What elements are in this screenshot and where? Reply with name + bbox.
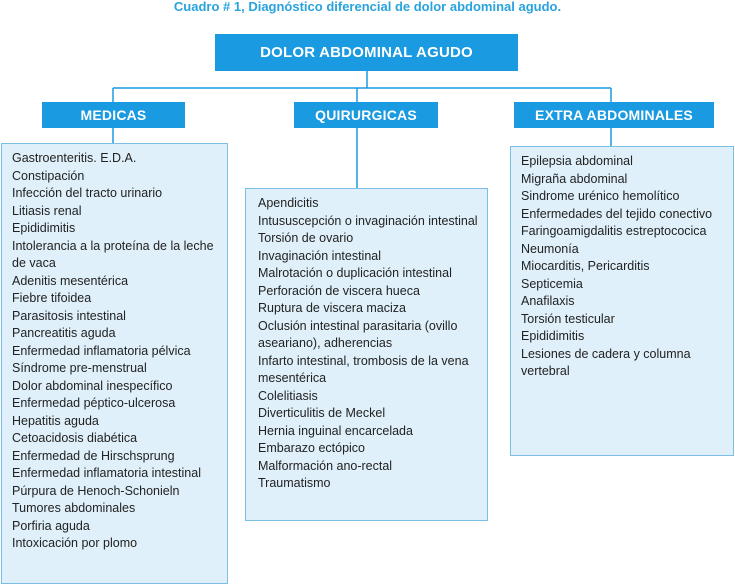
list-medicas — [1, 143, 228, 584]
list-item-medicas: Gastroenteritis. E.D.A. — [12, 151, 137, 165]
list-item-extra-abdominales: Lesiones de cadera y columna vertebral — [521, 346, 691, 378]
list-item-medicas: Epididimitis — [12, 221, 76, 235]
list-item-medicas: Cetoacidosis diabética — [12, 431, 138, 445]
list-item-extra-abdominales: Neumonía — [521, 241, 579, 256]
list-item-medicas: Síndrome pre-menstrual — [12, 361, 147, 375]
list-item-quirurgicas: Infarto intestinal, trombosis de la vena mesentérica — [258, 353, 469, 385]
list-item-medicas: Litiasis renal — [12, 203, 82, 218]
list-item-medicas: Intoxicación por plomo — [12, 536, 138, 550]
list-item-medicas: Dolor abdominal inespecífico — [12, 378, 173, 393]
list-item-medicas: Tumores abdominales — [12, 501, 136, 515]
list-item-medicas: Enfermedad de Hirschsprung — [12, 448, 175, 463]
list-item-medicas: Adenitis mesentérica — [12, 273, 129, 288]
list-item-extra-abdominales: Sindrome urénico hemolítico — [521, 189, 680, 203]
list-item-quirurgicas: Perforación de viscera hueca — [258, 283, 420, 298]
category-extra-abdominales: EXTRA ABDOMINALES — [514, 102, 714, 128]
list-item-medicas: Constipación — [12, 168, 85, 183]
list-item-quirurgicas: Torsión de ovario — [258, 231, 354, 245]
list-item-extra-abdominales: Faringoamigdalitis estreptococica — [521, 224, 707, 238]
list-item-quirurgicas: Oclusión intestinal parasitaria (ovillo aseariano), adherencias — [258, 318, 458, 350]
list-item-medicas: Fiebre tifoidea — [12, 291, 92, 305]
list-item-medicas: Porfiria aguda — [12, 518, 90, 533]
category-quirurgicas: QUIRURGICAS — [294, 102, 438, 128]
list-item-medicas: Pancreatitis aguda — [12, 326, 116, 340]
list-item-quirurgicas: Diverticulitis de Meckel — [258, 406, 386, 420]
list-item-extra-abdominales: Epilepsia abdominal — [521, 154, 633, 168]
list-quirurgicas — [245, 188, 488, 521]
list-item-quirurgicas: Colelitiasis — [258, 388, 318, 403]
list-item-extra-abdominales: Anafilaxis — [521, 294, 575, 308]
list-item-medicas: Enfermedad inflamatoria pélvica — [12, 343, 191, 358]
list-item-medicas: Hepatitis aguda — [12, 413, 99, 428]
diagram-caption: Cuadro # 1, Diagnóstico diferencial de dolor abdominal agudo. — [173, 0, 562, 14]
root-node-dolor-abdominal-agudo: DOLOR ABDOMINAL AGUDO — [215, 34, 518, 71]
category-medicas: MEDICAS — [42, 102, 185, 128]
list-item-quirurgicas: Malrotación o duplicación intestinal — [258, 266, 452, 280]
list-item-extra-abdominales: Septicemia — [521, 276, 583, 291]
list-item-medicas: Enfermedad péptico-ulcerosa — [12, 396, 176, 410]
list-item-medicas: Infección del tracto urinario — [12, 186, 163, 200]
list-item-quirurgicas: Embarazo ectópico — [258, 441, 366, 455]
list-item-quirurgicas: Hernia inguinal encarcelada — [258, 423, 413, 438]
list-item-quirurgicas: Malformación ano-rectal — [258, 458, 393, 473]
list-item-extra-abdominales: Epididimitis — [521, 329, 585, 343]
list-item-extra-abdominales: Enfermedades del tejido conectivo — [521, 206, 713, 221]
list-item-medicas: Púrpura de Henoch-Schonieln — [12, 483, 180, 498]
list-item-medicas: Enfermedad inflamatoria intestinal — [12, 466, 201, 480]
list-item-quirurgicas: Traumatismo — [258, 476, 331, 490]
list-item-quirurgicas: Apendicitis — [258, 196, 319, 210]
list-extra-abdominales — [510, 146, 734, 456]
list-item-extra-abdominales: Migraña abdominal — [521, 171, 628, 186]
list-item-quirurgicas: Ruptura de viscera maciza — [258, 301, 406, 315]
list-item-quirurgicas: Intususcepción o invaginación intestinal — [258, 213, 478, 228]
list-item-extra-abdominales: Miocarditis, Pericarditis — [521, 259, 650, 273]
list-item-quirurgicas: Invaginación intestinal — [258, 248, 381, 263]
list-item-medicas: Parasitosis intestinal — [12, 308, 126, 323]
list-item-medicas: Intolerancia a la proteína de la leche de vaca — [12, 238, 214, 270]
list-item-extra-abdominales: Torsión testicular — [521, 311, 615, 326]
